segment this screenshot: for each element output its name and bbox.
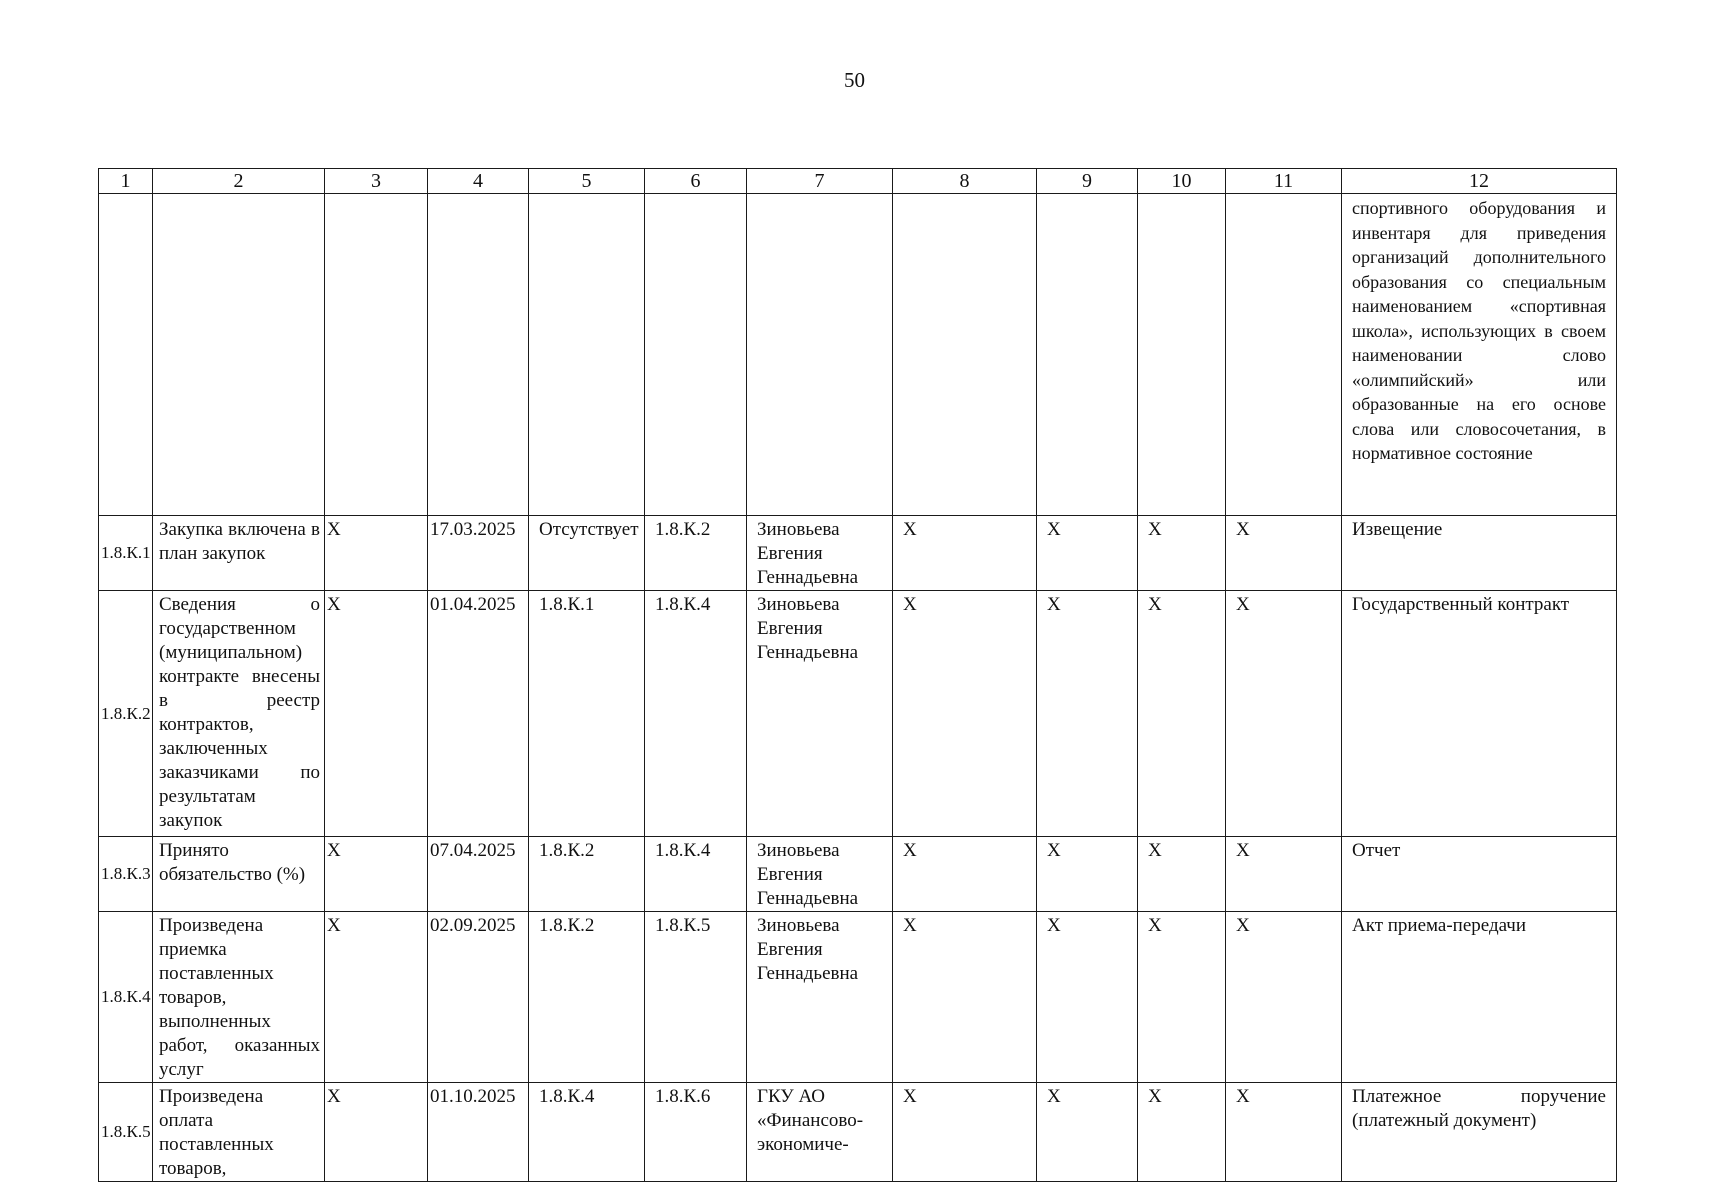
row-next: 1.8.К.6 <box>645 1083 747 1182</box>
row-date: 01.10.2025 <box>428 1083 529 1182</box>
row-col9: X <box>1037 837 1138 912</box>
empty-cell <box>99 194 153 516</box>
row-id: 1.8.К.2 <box>99 591 153 837</box>
column-header-12: 12 <box>1342 169 1617 194</box>
control-points-table-wrapper <box>98 168 1616 1182</box>
row-document: Извещение <box>1342 516 1617 591</box>
row-name: Произведена оплата поставленных товаров, <box>153 1083 325 1182</box>
empty-cell <box>428 194 529 516</box>
column-header-3: 3 <box>325 169 428 194</box>
empty-cell <box>645 194 747 516</box>
row-responsible: ГКУ АО «Финансово-экономиче- <box>747 1083 893 1182</box>
row-date: 02.09.2025 <box>428 912 529 1083</box>
row-next: 1.8.К.4 <box>645 591 747 837</box>
row-col3: X <box>325 591 428 837</box>
continuation-row <box>99 194 1617 516</box>
empty-cell <box>529 194 645 516</box>
row-document: Отчет <box>1342 837 1617 912</box>
row-col3: X <box>325 516 428 591</box>
row-col11: X <box>1226 1083 1342 1182</box>
row-col3: X <box>325 912 428 1083</box>
continuation-text: спортивного оборудования и инвентаря для приведения организаций дополнительного образования со специальным наименованием «спортивная школа», использующих в своем наименовании слово «олимпийский» или образованные на его основе слова или словосочетания, в нормативное состояние <box>1342 194 1617 516</box>
row-next: 1.8.К.2 <box>645 516 747 591</box>
row-document: Акт приема-передачи <box>1342 912 1617 1083</box>
column-header-8: 8 <box>893 169 1037 194</box>
column-header-11: 11 <box>1226 169 1342 194</box>
empty-cell <box>153 194 325 516</box>
column-header-5: 5 <box>529 169 645 194</box>
row-name: Произведена приемка поставленных товаров, выполненных работ, оказанных услуг <box>153 912 325 1083</box>
row-id: 1.8.К.4 <box>99 912 153 1083</box>
row-responsible: Зиновьева Евгения Геннадьевна <box>747 912 893 1083</box>
row-prev: 1.8.К.2 <box>529 912 645 1083</box>
row-col8: X <box>893 1083 1037 1182</box>
row-col10: X <box>1138 516 1226 591</box>
row-date: 17.03.2025 <box>428 516 529 591</box>
empty-cell <box>325 194 428 516</box>
column-header-7: 7 <box>747 169 893 194</box>
column-header-6: 6 <box>645 169 747 194</box>
row-col8: X <box>893 516 1037 591</box>
row-col9: X <box>1037 912 1138 1083</box>
column-header-9: 9 <box>1037 169 1138 194</box>
row-prev: 1.8.К.1 <box>529 591 645 837</box>
row-responsible: Зиновьева Евгения Геннадьевна <box>747 516 893 591</box>
row-prev: 1.8.К.4 <box>529 1083 645 1182</box>
row-date: 07.04.2025 <box>428 837 529 912</box>
row-col11: X <box>1226 516 1342 591</box>
row-id: 1.8.К.1 <box>99 516 153 591</box>
empty-cell <box>893 194 1037 516</box>
table-row <box>99 1083 1617 1182</box>
row-col9: X <box>1037 1083 1138 1182</box>
empty-cell <box>1138 194 1226 516</box>
row-next: 1.8.К.5 <box>645 912 747 1083</box>
column-header-2: 2 <box>153 169 325 194</box>
row-col10: X <box>1138 837 1226 912</box>
row-next: 1.8.К.4 <box>645 837 747 912</box>
row-col8: X <box>893 591 1037 837</box>
row-col8: X <box>893 837 1037 912</box>
row-responsible: Зиновьева Евгения Геннадьевна <box>747 837 893 912</box>
row-prev: Отсутствует <box>529 516 645 591</box>
row-id: 1.8.К.3 <box>99 837 153 912</box>
row-name: Сведения о государственном (муниципальном) контракте внесены в реестр контрактов, заключенных заказчиками по результатам закупок <box>153 591 325 837</box>
row-col10: X <box>1138 912 1226 1083</box>
row-name: Принято обязательство (%) <box>153 837 325 912</box>
column-header-1: 1 <box>99 169 153 194</box>
column-header-4: 4 <box>428 169 529 194</box>
row-col3: X <box>325 837 428 912</box>
control-points-table <box>98 168 1617 1182</box>
row-col9: X <box>1037 591 1138 837</box>
row-id: 1.8.К.5 <box>99 1083 153 1182</box>
row-col11: X <box>1226 591 1342 837</box>
empty-cell <box>1226 194 1342 516</box>
row-name: Закупка включена в план закупок <box>153 516 325 591</box>
row-col10: X <box>1138 591 1226 837</box>
header-row <box>99 169 1617 194</box>
empty-cell <box>1037 194 1138 516</box>
row-document: Государственный контракт <box>1342 591 1617 837</box>
row-prev: 1.8.К.2 <box>529 837 645 912</box>
table-row <box>99 516 1617 591</box>
empty-cell <box>747 194 893 516</box>
page-number: 50 <box>844 68 865 92</box>
row-col11: X <box>1226 912 1342 1083</box>
row-col8: X <box>893 912 1037 1083</box>
row-col9: X <box>1037 516 1138 591</box>
row-col10: X <box>1138 1083 1226 1182</box>
row-col11: X <box>1226 837 1342 912</box>
row-document: Платежное поручение (платежный документ) <box>1342 1083 1617 1182</box>
table-row <box>99 912 1617 1083</box>
table-row <box>99 591 1617 837</box>
row-responsible: Зиновьева Евгения Геннадьевна <box>747 591 893 837</box>
row-col3: X <box>325 1083 428 1182</box>
column-header-10: 10 <box>1138 169 1226 194</box>
row-date: 01.04.2025 <box>428 591 529 837</box>
table-row <box>99 837 1617 912</box>
